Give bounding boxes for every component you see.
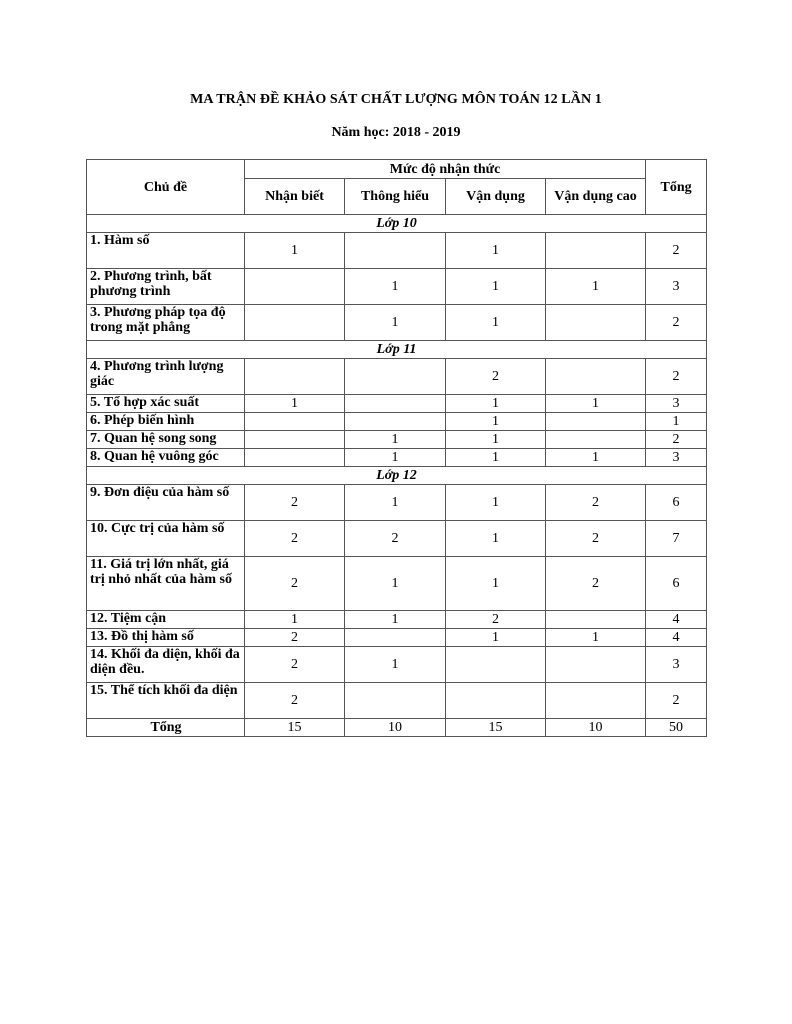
table-row [87,305,707,341]
row-value-cell: 1 [345,269,446,305]
table-row [87,233,707,269]
row-value-cell: 1 [546,449,646,467]
row-value-cell [245,431,345,449]
row-value-cell: 1 [546,629,646,647]
row-value-cell: 1 [446,485,546,521]
row-value-cell: 2 [245,485,345,521]
row-value-cell [546,305,646,341]
row-value-cell [446,647,546,683]
row-total-cell: 2 [646,305,707,341]
row-value-cell: 2 [245,557,345,611]
row-value-cell: 1 [345,557,446,611]
row-value-cell: 1 [546,269,646,305]
row-value-cell: 1 [245,395,345,413]
totals-label: Tổng [87,719,245,737]
row-value-cell: 1 [345,431,446,449]
row-value-cell: 1 [446,557,546,611]
row-value-cell: 1 [345,647,446,683]
row-topic: 2. Phương trình, bất phương trình [87,269,245,305]
row-topic: 1. Hàm số [87,233,245,269]
row-value-cell: 2 [245,629,345,647]
row-value-cell: 1 [345,305,446,341]
row-value-cell: 1 [446,629,546,647]
row-value-cell [245,413,345,431]
table-row [87,395,707,413]
table-row [87,269,707,305]
row-topic: 7. Quan hệ song song [87,431,245,449]
row-topic: 13. Đồ thị hàm số [87,629,245,647]
row-value-cell: 2 [345,521,446,557]
row-value-cell [546,647,646,683]
header-total: Tổng [646,160,707,215]
row-value-cell: 1 [446,413,546,431]
row-value-cell: 2 [245,683,345,719]
row-value-cell: 1 [245,611,345,629]
row-total-cell: 4 [646,629,707,647]
row-total-cell: 1 [646,413,707,431]
matrix-table [86,159,707,737]
column-total-cell: 15 [245,719,345,737]
column-total-cell: 10 [546,719,646,737]
table-row [87,683,707,719]
row-value-cell: 2 [446,359,546,395]
row-topic: 10. Cực trị của hàm số [87,521,245,557]
section-label: Lớp 11 [87,341,707,359]
row-value-cell [546,611,646,629]
row-value-cell [345,629,446,647]
row-value-cell: 1 [345,611,446,629]
row-value-cell: 1 [546,395,646,413]
row-value-cell [546,413,646,431]
row-total-cell: 2 [646,683,707,719]
row-total-cell: 6 [646,557,707,611]
row-topic: 5. Tổ hợp xác suất [87,395,245,413]
table-body [87,215,707,737]
table-row [87,611,707,629]
row-value-cell: 1 [446,431,546,449]
row-value-cell: 2 [245,647,345,683]
row-total-cell: 3 [646,449,707,467]
row-value-cell: 2 [546,485,646,521]
table-row [87,521,707,557]
section-label: Lớp 12 [87,467,707,485]
row-value-cell: 2 [546,521,646,557]
row-value-cell: 2 [446,611,546,629]
row-value-cell [345,413,446,431]
row-total-cell: 2 [646,359,707,395]
row-value-cell [345,395,446,413]
row-value-cell [245,449,345,467]
row-value-cell: 1 [446,521,546,557]
header-level-understand: Thông hiểu [345,179,446,215]
header-topic: Chủ đề [87,160,245,215]
row-value-cell: 1 [245,233,345,269]
row-value-cell [245,305,345,341]
row-value-cell [345,233,446,269]
section-row [87,215,707,233]
row-total-cell: 2 [646,431,707,449]
row-total-cell: 3 [646,647,707,683]
header-level-apply-high: Vận dụng cao [546,179,646,215]
table-row [87,557,707,611]
row-value-cell: 1 [446,305,546,341]
row-value-cell [546,683,646,719]
page-subtitle: Năm học: 2018 - 2019 [331,125,461,140]
header-level-apply: Vận dụng [446,179,546,215]
row-topic: 14. Khối đa diện, khối đa diện đều. [87,647,245,683]
row-total-cell: 2 [646,233,707,269]
row-value-cell: 1 [446,449,546,467]
row-total-cell: 3 [646,269,707,305]
row-value-cell: 1 [446,233,546,269]
column-total-cell: 10 [345,719,446,737]
row-topic: 3. Phương pháp tọa độ trong mặt phẳng [87,305,245,341]
row-topic: 8. Quan hệ vuông góc [87,449,245,467]
row-total-cell: 6 [646,485,707,521]
row-value-cell [245,269,345,305]
row-topic: 9. Đơn điệu của hàm số [87,485,245,521]
section-row [87,467,707,485]
table-row [87,359,707,395]
table-row [87,449,707,467]
row-value-cell [546,359,646,395]
table-row [87,485,707,521]
row-value-cell: 1 [345,449,446,467]
grand-total-cell: 50 [646,719,707,737]
row-total-cell: 4 [646,611,707,629]
row-value-cell [345,683,446,719]
page-title: MA TRẬN ĐỀ KHẢO SÁT CHẤT LƯỢNG MÔN TOÁN 12 LẦN 1 [190,92,602,107]
row-topic: 6. Phép biến hình [87,413,245,431]
row-topic: 12. Tiệm cận [87,611,245,629]
row-topic: 15. Thể tích khối đa diện [87,683,245,719]
totals-row [87,719,707,737]
row-value-cell [345,359,446,395]
row-value-cell: 2 [546,557,646,611]
header-level-group: Mức độ nhận thức [245,160,646,179]
table-row [87,431,707,449]
row-value-cell [546,431,646,449]
row-value-cell [245,359,345,395]
row-value-cell: 2 [245,521,345,557]
row-value-cell [546,233,646,269]
row-value-cell [446,683,546,719]
header-level-recognize: Nhận biết [245,179,345,215]
row-value-cell: 1 [345,485,446,521]
row-value-cell: 1 [446,269,546,305]
table-row [87,647,707,683]
section-row [87,341,707,359]
column-total-cell: 15 [446,719,546,737]
row-topic: 11. Giá trị lớn nhất, giá trị nhỏ nhất của hàm số [87,557,245,611]
row-total-cell: 7 [646,521,707,557]
row-value-cell: 1 [446,395,546,413]
table-row [87,629,707,647]
row-total-cell: 3 [646,395,707,413]
row-topic: 4. Phương trình lượng giác [87,359,245,395]
section-label: Lớp 10 [87,215,707,233]
table-row [87,413,707,431]
